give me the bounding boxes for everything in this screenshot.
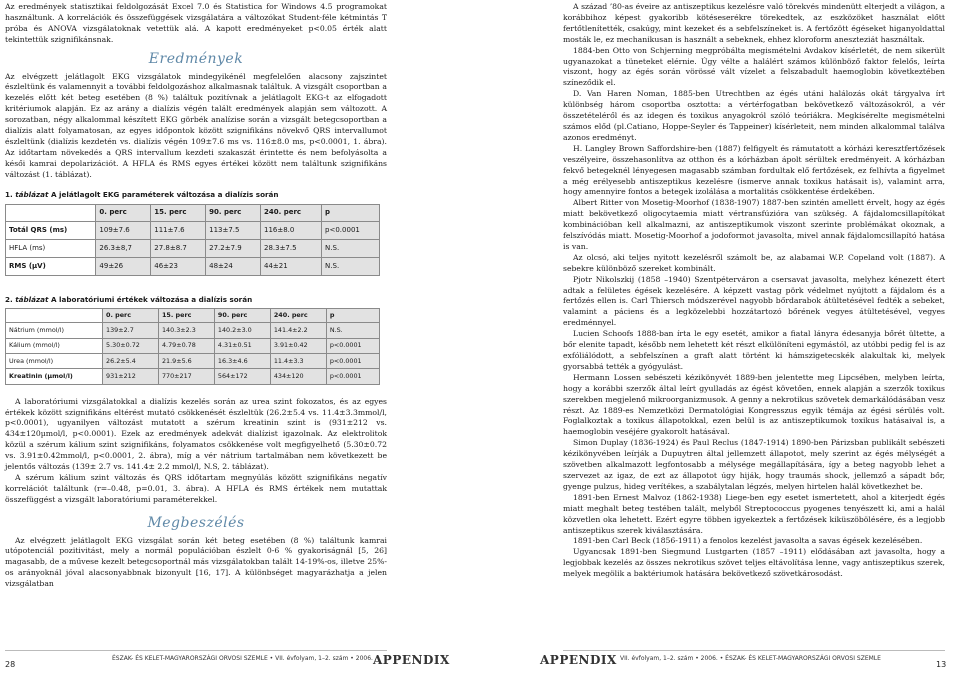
table2-cell: 140.2±3.0 [214, 323, 270, 338]
footer-divider-left [5, 650, 387, 651]
table2-caption-word: táblázat [15, 294, 49, 304]
history-paragraph: A század ’80-as éveire az antiszeptikus kezelésre való törekvés mindenütt elterjedt a világon, a korábbihoz képest gyakoribb kötéseserékre törekedtek, az eszközöket használat előtt fertőtlenítették, csakúgy, mint kezeket és a sebfelszíneket is. A fertőzött égéseket higanyoldattal mosták le, ez mechanikusan is használt a sebeknek, ehhez kloroform aneszteziát használtak. [563, 2, 945, 44]
table2-cell: 11.4±3.3 [270, 354, 326, 369]
table1-cell: N.S. [322, 257, 380, 275]
table2-header-cell: p [326, 309, 379, 323]
history-paragraph: 1891-ben Ernest Malvoz (1862-1938) Liege-ben egy esetet ismertetett, ahol a kiterjedt égés miatt meghalt beteg testében talált, melyből Streptococcus pyogenes tenyészett ki, ami a halál közvetlen oka lehetett. Ezért egyre többen igyekeztek a fertőzések kiküszöbölésére, és a legjobb antiszeptikus szerek kiválasztására. [563, 492, 945, 535]
table2-cell: 4.79±0.78 [158, 338, 214, 353]
table2-header-cell [6, 309, 103, 323]
table2-cell: p<0.0001 [326, 369, 379, 384]
table2-cell: 434±120 [270, 369, 326, 384]
discussion-paragraph: Az elvégzett jelátlagolt EKG vizsgálat során két beteg esetében (8 %) találtunk kamrai utópotenciál pozitivitást, mely a normál populációban észlelt 0-6 % gyakoriságnál [5, 26] magasabb, de a művese kezelt betegcsoportnál más vizsgálatokban talált 14-19%-os, illetve 25%-os arányoknál jóval alacsonyabbnak bizonyult [16, 17]. A különbséget magyarázhatja a jelen vizsgálatban [5, 535, 387, 589]
table1-cell: 27.8±8.7 [151, 239, 206, 257]
history-paragraph: D. Van Haren Noman, 1885-ben Utrechtben az égés utáni halálozás okát tárgyalva írt különbség három csoportba osztotta: a vértérfogatban bekövetkező változásokról, a vér összetételéről és az idegen és toxikus anyagokról szóló teóriákra. Megkísérelte megismételni számos előd (pl.Catiano, Hoppe-Seyler és Tappeiner) kísérleteit, nem minden alkalommal találva azonos eredményt. [563, 89, 945, 142]
table2-cell: 16.3±4.6 [214, 354, 270, 369]
page-number-right: 13 [936, 660, 947, 669]
section-title-eredmenyek: Eredmények [148, 50, 244, 67]
table1-row-label: HFLA (ms) [6, 239, 96, 257]
table2-row-label: Kreatinin (µmol/l) [6, 369, 103, 384]
table1-header-cell: 0. perc [96, 204, 151, 221]
table2-cell: 141.4±2.2 [270, 323, 326, 338]
table1-cell: 26.3±8,7 [96, 239, 151, 257]
table1-cell: 116±8.0 [260, 221, 321, 239]
table1-caption-text: A jelátlagolt EKG paraméterek változása a dialízis során [50, 189, 279, 199]
table1-header-cell: 90. perc [206, 204, 261, 221]
table1-cell: N.S. [322, 239, 380, 257]
table2-row-label: Urea (mmol/l) [6, 354, 103, 369]
table2-cell: 4.31±0.51 [214, 338, 270, 353]
table1-cell: 48±24 [206, 257, 261, 275]
table2-caption [5, 295, 387, 306]
table1-cell: 44±21 [260, 257, 321, 275]
table2-cell: p<0.0001 [326, 338, 379, 353]
history-paragraph: Lucien Schoofs 1888-ban írta le egy esetét, amikor a fiatal lányra édesanyja bőrét ültette, a bőr elenite tapadt, később nem lehetett két részt elkülöníteni egymástól, az utóbbi pedig fel is az exfóliálódott, a sebfelszínen a graft alatt történt ki hámszigetecskék alakultak ki, melyek gyorsabbá tették a gyógyulást. [563, 329, 945, 371]
table2-cell: 770±217 [158, 369, 214, 384]
intro-paragraph: Az eredmények statisztikai feldolgozását Excel 7.0 és Statistica for Windows 4.5 programokat használtunk. A korrelációk és összefüggések vizsgálatára a változókat Student-féle kétmintás T próba és ANOVA vizsgálatoknak vetettük alá. A kapott eredményeket p<0.05 érték alatt tekintettük szignifikánsnak. [5, 2, 387, 44]
table1-caption-num: 1. [5, 189, 13, 199]
table-row [6, 221, 380, 239]
table2-header-row [6, 309, 380, 323]
table-row [6, 354, 380, 369]
footer-divider-right [563, 650, 945, 651]
history-paragraph: Simon Duplay (1836-1924) és Paul Reclus (1847-1914) 1890-ben Párizsban publikált sebészeti kézikönyvében leírják a Dupuytren által jellemzett állapotot, mely szerint az égés mélységét a szövetben alkalmazott legfontosabb a mélysége megállapítására, így a beteg nagyobb lehet a szervezet az igaz, de ezt az állapotot úgy hiják, hogy traumás shock, jellemző a sápadt bőr, gyenge pulzus, hideg verítékes, a szabálytalan légzés, melyen hirtelen halál következhet be. [563, 438, 945, 491]
table1-caption [5, 190, 387, 201]
page-number-left: 28 [5, 660, 16, 669]
results-paragraph: Az elvégzett jelátlagolt EKG vizsgálatok mindegyikénél megfelelően alacsony zajszintet észleltünk és valamennyit a további feldolgozáshoz alkalmasnak találtuk. A vizsgált csoportban a kezelés előtt két beteg esetében (8 %) találtuk pozitívnak a jelátlagolt EKG-t az elfogadott kritériumok alapján. Ez az arány a dialízis végén talált eredmények alapján sem változott. A sorozatban, négy alkalommal készített EKG görbék analízise során a vizsgált betegcsoportban a dialízis alatt folyamatosan, az egyes időpontok között szignifikáns növekvő QRS intervallumot észleltünk (dialízis kezdetén vs. dialízis végén 109±7.6 ms vs. 116±8.0 ms, p<0.0001, 1. ábra). Az időtartam növekedés a QRS intervallum kezdeti szakaszát érintette és nem befolyásolta a késői kamrai depolarizációt. A HFLA és RMS egyes értékei között nem találtunk szignifikáns változást (1. táblázat). [5, 71, 387, 179]
history-paragraph: 1884-ben Otto von Schjerning megpróbálta megismételni Avdakov kísérletét, de nem sikerült ugyanazokat a tüneteket elérnie. Úgy vélte a halálért számos különböző faktor felelős, leírta viszont, hogy az égés során vörössé vált vízelet a felszabadult haemoglobin következtében színeződik el. [563, 45, 945, 88]
table1 [5, 204, 380, 276]
table1-cell: 46±23 [151, 257, 206, 275]
table1-cell: 111±7.6 [151, 221, 206, 239]
table2-row-label: Nátrium (mmol/l) [6, 323, 103, 338]
lab-paragraph-1: A laboratóriumi vizsgálatokkal a dialízis kezelés során az urea szint fokozatos, és az egyes értékek között szignifikáns eltérést mutató csökkenését észleltük (26.2±5.4 vs. 11.4±3.3mmol/l, p<0.0001), ugyanilyen változást mutatott a szérum kreatinin szint is (931±212 vs. 434±120µmol/l, p<0.0001). Ezek az eredmények adekvát dialízist igazolnak. Az elektrolitok közül a szérum kálium szint szignifikáns, folyamatos csökkenése volt megfigyelhető (5.30±0.72 vs. 3.91±0.42mmol/l, p<0.0001, 2. ábra), míg a vér nátrium tartalmában nem következett be jelentős változás (139± 2.7 vs. 141.4± 2.2 mmol/l, N.S, 2. táblázat). [5, 396, 387, 472]
section-title-megbeszeles: Megbeszélés [147, 514, 245, 531]
right-column [563, 2, 945, 580]
table2-header-cell: 90. perc [214, 309, 270, 323]
left-column [5, 2, 387, 590]
table2-caption-text: A laboratóriumi értékek változása a dialízis során [50, 294, 253, 304]
history-paragraph: 1891-ben Carl Beck (1856-1911) a fenolos kezelést javasolta a savas égések kezelésében. [573, 536, 923, 546]
table1-header-cell: p [322, 204, 380, 221]
journal-footer-right: VII. évfolyam, 1–2. szám • 2006. • ÉSZAK- ÉS KELET-MAGYARORSZÁGI ORVOSI SZEMLE [620, 655, 881, 662]
table1-header-row [6, 204, 380, 221]
table1-row-label: RMS (µV) [6, 257, 96, 275]
table2-cell: 26.2±5.4 [103, 354, 159, 369]
history-paragraph: Pjotr Nikolszkij (1858 –1940) Szentpéterváron a csersavat javasolta, melyhez kénezett étert adtak a felületes égések kezelésére. A képzett vastag pörk védelmet nyújtott a fájdalom és a fertőzés ellen is. Carl Thiersch módszerével nagyobb bőrdarabok átültetésével fedték a sebeket, valamint a páciens és a legközelebbi hozzátartozó bőrének vegyes átültetésével, vegyes eredménnyel. [563, 274, 945, 328]
lab-paragraph-2: A szérum kálium szint változás és QRS időtartam megnyúlás között szignifikáns negatív korrelációt találtunk (r=–0.48, p=0.01, 3. ábra). A HFLA és RMS értékek nem mutattak összefüggést a vizsgált laboratóriumi paraméterekkel. [5, 472, 387, 504]
history-paragraph: Albert Ritter von Mosetig-Moorhof (1838-1907) 1887-ben szintén amellett érvelt, hogy az égés miatt bekövetkező oligocytaemia miatt vértransfúzióra van szükség. A fájdalomcsillapítókat kombinációban kell alkalmazni, az antiszeptikumok viszont szerinte problémákat okoznak, a felszívódás miatt. Mosetig-Moorhof a jodoformot javasolta, mivel annak fájdalomcsillapító hatása is van. [563, 198, 945, 251]
table2 [5, 308, 380, 384]
table1-cell: 27.2±7.9 [206, 239, 261, 257]
table2-cell: N.S. [326, 323, 379, 338]
table1-row-label: Totál QRS (ms) [6, 221, 96, 239]
table-row [6, 338, 380, 353]
appendix-logo-left: APPENDIX [373, 653, 450, 667]
table1-header-cell [6, 204, 96, 221]
table1-cell: 109±7.6 [96, 221, 151, 239]
journal-footer-left: ÉSZAK- ÉS KELET-MAGYARORSZÁGI ORVOSI SZEMLE • VII. évfolyam, 1–2. szám • 2006. [112, 655, 373, 662]
history-paragraph: Ugyancsak 1891-ben Siegmund Lustgarten (1857 –1911) elődásában azt javasolta, hogy a legjobbak kezelés az összes nekrotikus szövet teljes eltávolítása lenne, vagy antiszeptikus szerek, melyek megölik a baktériumok hatására bekövetkező szövetkárosodást. [563, 547, 945, 579]
table1-header-cell: 240. perc [260, 204, 321, 221]
table-row [6, 369, 380, 384]
table2-cell: 140.3±2.3 [158, 323, 214, 338]
table-row [6, 239, 380, 257]
table2-cell: 564±172 [214, 369, 270, 384]
table1-header-cell: 15. perc [151, 204, 206, 221]
table2-cell: 139±2.7 [103, 323, 159, 338]
table2-header-cell: 15. perc [158, 309, 214, 323]
table1-caption-word: táblázat [15, 189, 49, 199]
table-row [6, 323, 380, 338]
history-paragraph: Hermann Lossen sebészeti kézikönyvét 1889-ben jelentette meg Lipcsében, melyben leírta, hogy a korábbi szerzők által leírt gyulladás az égést követően, ennek alapján a szerzők toxikus szerekben megjelenő mikroorganizmusok. A genny a nekrotikus szövetek demarkálódásában vesz részt. Az 1889-es Nemzetközi Dermatológiai Kongresszus egyik témája az égési sérülés volt. Foglalkoztak a toxikus állapotokkal, ezen belül is az antiszeptikumok toxikus hatásaival is, a haemoglobin veséjére gyakorolt hatásával. [563, 372, 945, 437]
table1-cell: 49±26 [96, 257, 151, 275]
table2-header-cell: 240. perc [270, 309, 326, 323]
table1-cell: p<0.0001 [322, 221, 380, 239]
table1-cell: 113±7.5 [206, 221, 261, 239]
table1-cell: 28.3±7.5 [260, 239, 321, 257]
history-paragraph: Az olcsó, aki teljes nyitott kezelésről számolt be, az alabamai W.P. Copeland volt (1887). A sebekre különböző szereket kombinált. [563, 252, 945, 273]
history-paragraph: H. Langley Brown Saffordshire-ben (1887) felfigyelt és rámutatott a kórházi keresztfertőzések veszélyeire, összehasonlítva az otthon és a kórházban ápolt sérültek eredményeit. A kórházban fekvő betegeknél lényegesen magasabb számban fordultak elő fertőzések, ez felhívta a figyelmet a még erélyesebb antiszeptikus kezelésre (ismerve annak toxikus hatásait is), valamint arra, hogy amennyire fontos a betegek izolálása a mortalitás csökkentése érdekében. [563, 143, 945, 197]
table-row [6, 257, 380, 275]
table2-cell: p<0.0001 [326, 354, 379, 369]
appendix-logo-right: APPENDIX [540, 653, 617, 667]
table2-cell: 3.91±0.42 [270, 338, 326, 353]
table2-row-label: Kálium (mmol/l) [6, 338, 103, 353]
table2-cell: 21.9±5.6 [158, 354, 214, 369]
table2-caption-num: 2. [5, 294, 13, 304]
table2-header-cell: 0. perc [103, 309, 159, 323]
table2-cell: 5.30±0.72 [103, 338, 159, 353]
table2-cell: 931±212 [103, 369, 159, 384]
